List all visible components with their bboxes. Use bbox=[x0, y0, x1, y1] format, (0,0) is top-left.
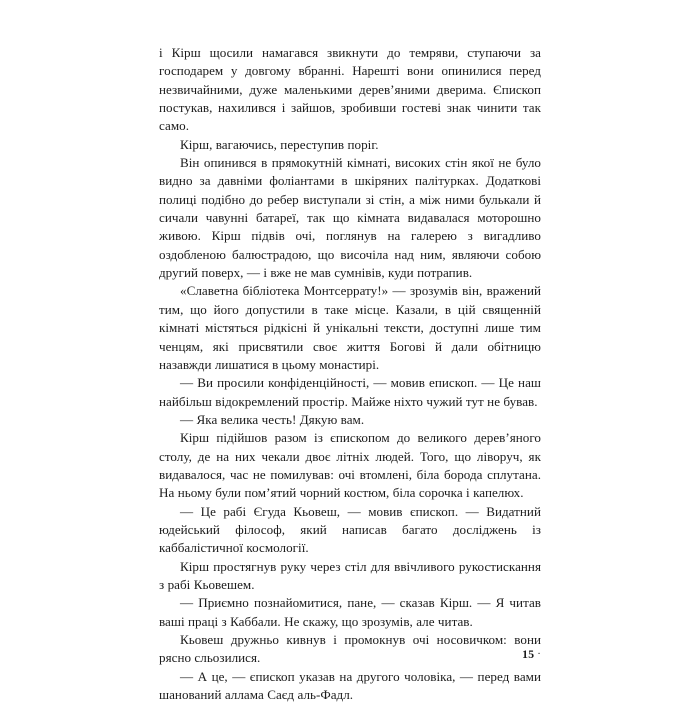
folio-separator: · bbox=[537, 649, 541, 660]
page-number-value: 15 bbox=[522, 648, 535, 661]
paragraph: Кірш, вагаючись, переступив поріг. bbox=[180, 136, 379, 152]
body-text-column bbox=[159, 44, 541, 704]
paragraph: Він опинився в прямокутній кімнаті, високих стін якої не було видно за давніми фоліантами в шкіряних палітурках. Додаткові полиці подібно до ребер виступали зі стін, а між ними булькали й сичали чавунні батареї, так що кімната видавалася моторошно живою. Кірш підвів очі, поглянув на галерею з вигадливо оздобленою балюстрадою, що височіла над ним, являючи собою другий поверх, — і вже не мав сумнівів, куди потрапив. bbox=[159, 155, 541, 281]
paragraph: — Приємно познайомитися, пане, — сказав Кірш. — Я читав ваші праці з Каббали. Не скажу, що зрозумів, але читав. bbox=[159, 595, 541, 629]
paragraph: — Ви просили конфіденційності, — мовив епископ. — Це наш найбільш відокремлений простір. Майже ніхто чужий тут не бував. bbox=[159, 375, 541, 409]
paragraph: і Кірш щосили намагався звикнути до темряви, ступаючи за господарем у довгому вбранні. Нарешті вони опинилися перед незвичайними, дуже маленькими дерев’яними дверима. Єпископ постукав, нахилився і зайшов, зробивши гостеві знак чинити так само. bbox=[159, 45, 541, 134]
paragraph: Кірш простягнув руку через стіл для ввічливого рукостискання з рабі Кьовешем. bbox=[159, 558, 541, 592]
paragraph: — Це рабі Єгуда Кьовеш, — мовив єпископ. — Видатний юдейський філософ, який написав багато досліджень із каббалістичної космології. bbox=[159, 503, 541, 556]
paragraph: Кьовеш дружньо кивнув і промокнув очі носовичком: вони рясно сльозилися. bbox=[159, 632, 541, 666]
page-number bbox=[0, 648, 541, 661]
paragraph: «Славетна бібліотека Монтсеррату!» — зрозумів він, вражений тим, що його допустили в таке місце. Казали, в цій священній кімнаті містяться рідкісні й унікальні тексти, доступні лише тим ченцям, які присвятили своє життя Богові й дали обітницю назавжди лишатися в цьому монастирі. bbox=[159, 283, 541, 372]
paragraph: Кірш підійшов разом із єпископом до великого дерев’яного столу, де на них чекали двоє літніх людей. Того, що ліворуч, як видавалося, час не помилував: очі втомлені, біла борода сплутана. На ньому були пом’ятий чорний костюм, біла сорочка і капелюх. bbox=[159, 430, 541, 501]
paragraph: — Яка велика честь! Дякую вам. bbox=[180, 411, 365, 427]
paragraph: — А це, — єпископ указав на другого чоловіка, — перед вами шанований аллама Саєд аль-Фадл. bbox=[159, 668, 541, 703]
